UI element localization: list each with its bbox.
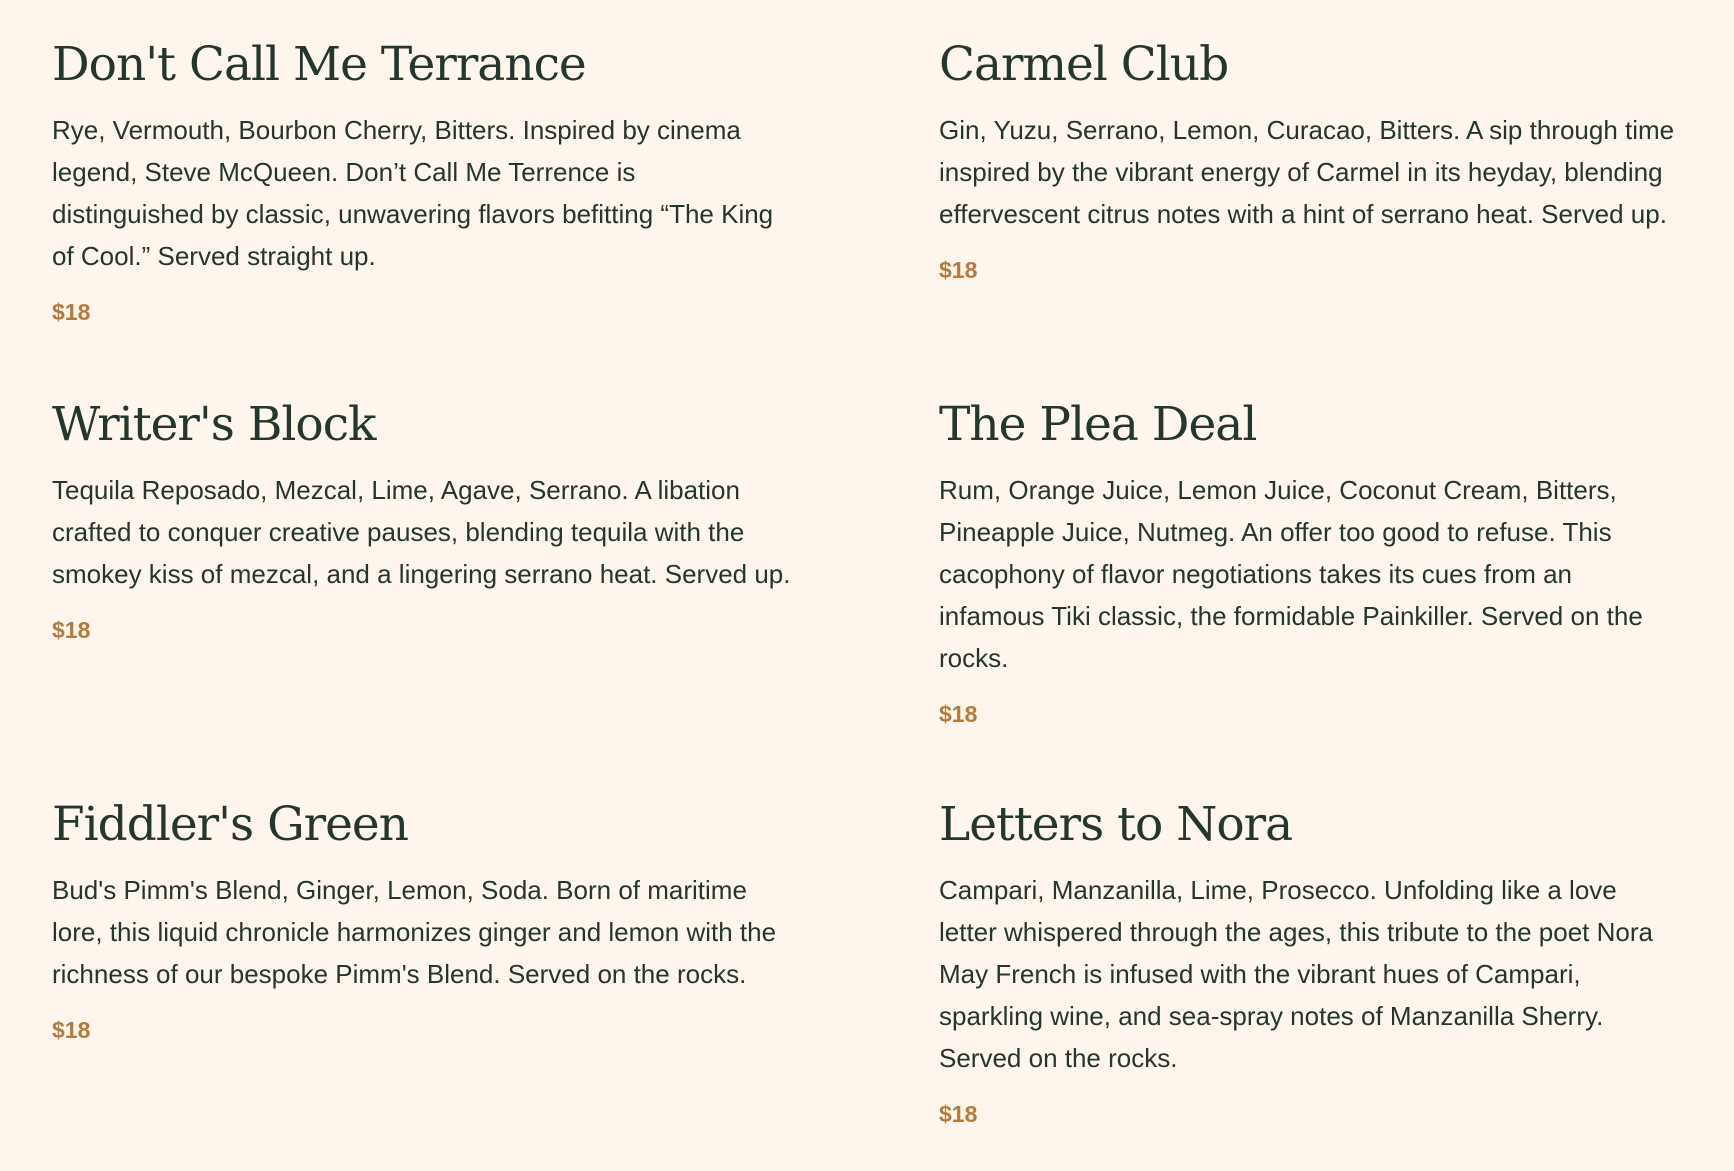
item-description: Gin, Yuzu, Serrano, Lemon, Curacao, Bitters. A sip through time inspired by the vibrant energy of Carmel in its heyday, blending effervescent citrus notes with a hint of serrano heat. Served up.: [939, 115, 1675, 229]
menu-item-carmel-club: [939, 35, 1679, 285]
menu-item-writers-block: [52, 395, 792, 645]
menu-item-letters-to-nora: [939, 795, 1679, 1129]
item-description: Bud's Pimm's Blend, Ginger, Lemon, Soda. Born of maritime lore, this liquid chronicle harmonizes ginger and lemon with the richness of our bespoke Pimm's Blend. Served on the rocks.: [52, 875, 777, 989]
item-description: Rye, Vermouth, Bourbon Cherry, Bitters. Inspired by cinema legend, Steve McQueen. Don’t Call Me Terrence is distinguished by classic, unwavering flavors befitting “The King of Cool.” Served straight up.: [52, 115, 774, 271]
menu-item-the-plea-deal: [939, 395, 1679, 729]
item-title: Writer's Block: [52, 397, 376, 452]
item-description: Rum, Orange Juice, Lemon Juice, Coconut Cream, Bitters, Pineapple Juice, Nutmeg. An offer too good to refuse. This cacophony of flavor negotiations takes its cues from an infamous Tiki classic, the formidable Painkiller. Served on the rocks.: [939, 475, 1643, 673]
item-price: $18: [52, 617, 91, 643]
item-title: The Plea Deal: [939, 397, 1257, 452]
item-price: $18: [939, 1101, 978, 1127]
item-price: $18: [52, 299, 91, 325]
item-title: Fiddler's Green: [52, 797, 409, 852]
item-title: Carmel Club: [939, 37, 1229, 92]
item-description: Campari, Manzanilla, Lime, Prosecco. Unfolding like a love letter whispered through the ages, this tribute to the poet Nora May French is infused with the vibrant hues of Campari, sparkling wine, and sea-spray notes of Manzanilla Sherry. Served on the rocks.: [939, 875, 1653, 1073]
item-price: $18: [939, 257, 978, 283]
item-price: $18: [52, 1017, 91, 1043]
item-title: Letters to Nora: [939, 797, 1293, 852]
item-description: Tequila Reposado, Mezcal, Lime, Agave, Serrano. A libation crafted to conquer creative pauses, blending tequila with the smokey kiss of mezcal, and a lingering serrano heat. Served up.: [52, 475, 791, 589]
menu-item-fiddlers-green: [52, 795, 792, 1045]
menu-item-dont-call-me-terrance: [52, 35, 792, 327]
item-title: Don't Call Me Terrance: [52, 37, 586, 92]
item-price: $18: [939, 701, 978, 727]
